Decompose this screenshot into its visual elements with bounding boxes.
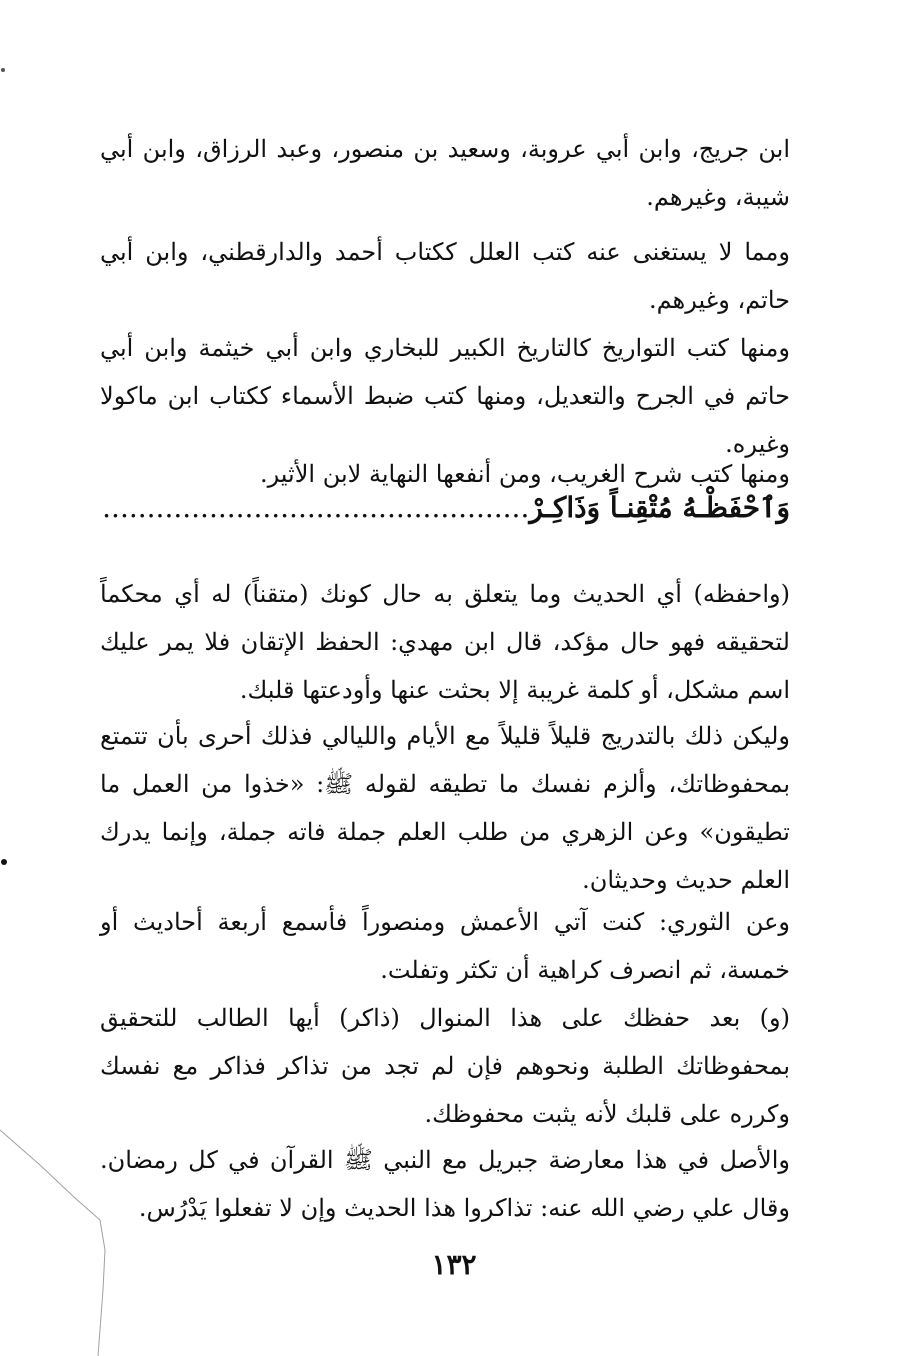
paragraph-review-explanation: (و) بعد حفظك على هذا المنوال (ذاكر) أيها الطالب للتحقيق بمحفوظاتك الطلبة ونحوهم فإن لم تجد من تذاكر فذاكر مع نفسك وكرره على قلبك لأنه يثبت محفوظك.	[100, 1004, 790, 1128]
verse-text: وَٱحْفَظْـهُ مُتْقِنـاً وَذَاكِـرْ	[529, 491, 790, 524]
paragraph-gharib-books: ومنها كتب شرح الغريب، ومن أنفعها النهاية لابن الأثير.	[259, 460, 790, 488]
paragraph-review-origin: والأصل في هذا معارضة جبريل مع النبي ﷺ القرآن في كل رمضان. وقال علي رضي الله عنه: تذاكروا هذا الحديث وإن لا تفعلوا يَدْرُس.	[100, 1146, 790, 1222]
scan-speck	[1, 68, 5, 72]
paragraph-memorize-explanation: (واحفظه) أي الحديث وما يتعلق به حال كونك (متقناً) له أي محكماً لتحقيقه فهو حال مؤكد، قال ابن مهدي: الحفظ الإتقان فلا يمر عليك اسم مشكل، أو كلمة غريبة إلا بحثت عنها وأودعتها قلبك.	[100, 580, 790, 704]
paragraph-hadith-collectors: ابن جريج، وابن أبي عروبة، وسعيد بن منصور، وعبد الرزاق، وابن أبي شيبة، وغيرهم.	[100, 135, 790, 211]
scan-speck	[1, 859, 7, 865]
paragraph-ilal-books: ومما لا يستغنى عنه كتب العلل ككتاب أحمد والدارقطني، وابن أبي حاتم، وغيرهم.	[100, 238, 790, 314]
scan-fold-line	[0, 1130, 105, 1356]
paragraph-thawri-quote: وعن الثوري: كنت آتي الأعمش ومنصوراً فأسمع أربعة أحاديث أو خمسة، ثم انصرف كراهية أن تكثر وتفلت.	[100, 908, 790, 984]
page-number: ١٣٢	[431, 1248, 477, 1281]
verse-line	[100, 484, 790, 532]
verse-dots: ................................................	[102, 491, 530, 524]
paragraph-gradual-learning: وليكن ذلك بالتدريج قليلاً قليلاً مع الأيام والليالي فذلك أحرى بأن تتمتع بمحفوظاتك، وألزم نفسك ما تطيقه لقوله ﷺ: «خذوا من العمل ما تطيقون» وعن الزهري من طلب العلم جملة فاته جملة، وإنما يدرك العلم حديث وحديثان.	[100, 722, 790, 894]
paragraph-history-books: ومنها كتب التواريخ كالتاريخ الكبير للبخاري وابن أبي خيثمة وابن أبي حاتم في الجرح والتعديل، ومنها كتب ضبط الأسماء ككتاب ابن ماكولا وغيره.	[100, 334, 790, 458]
